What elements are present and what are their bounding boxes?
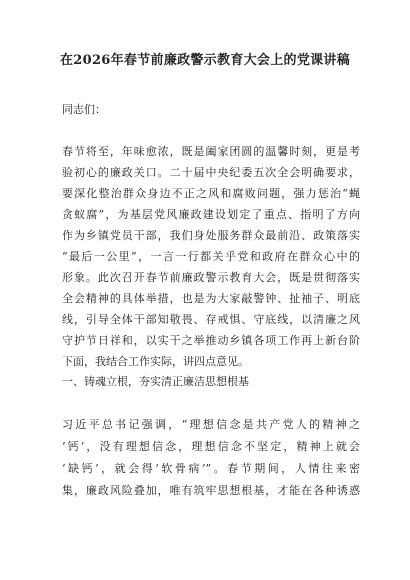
paragraph-line: 验初心的廉政关口。二十届中央纪委五次全会明确要求，	[62, 166, 360, 179]
paragraph-line: 线，引导全体干部知敬畏、存戒惧、守底线，以清廉之风	[62, 313, 360, 326]
paragraph-line: 集，廉政风险叠加，唯有筑牢思想根基，才能在各种诱惑	[62, 484, 360, 497]
paragraph-line: 春节将至，年味愈浓，既是阖家团圆的温馨时刻，更是考	[62, 145, 360, 158]
paragraph-line: 全会精神的具体举措，也是为大家敲警钟、扯袖子、明底	[62, 292, 360, 305]
paragraph-line: ‘缺钙’，就会得‘软骨病’”。春节期间，人情往来密	[62, 462, 360, 475]
paragraph-line: 贪蚁腐”，为基层党风廉政建设划定了重点、指明了方向	[62, 208, 360, 221]
document-title: 在2026年春节前廉政警示教育大会上的党课讲稿	[59, 53, 351, 68]
section-heading: 一、铸魂立根，夯实清正廉洁思想根基	[62, 375, 249, 388]
paragraph-line: 形象。此次召开春节前廉政警示教育大会，既是贯彻落实	[62, 271, 360, 284]
paragraph-line: “最后一公里”，一言一行都关乎党和政府在群众心中的	[62, 250, 360, 263]
paragraph-line: 下面，我结合工作实际，讲四点意见。	[62, 355, 249, 368]
paragraph-line: ‘钙’，没有理想信念，理想信念不坚定，精神上就会	[62, 440, 360, 453]
salutation: 同志们：	[62, 103, 106, 116]
paragraph-line: 守护节日祥和，以实干之举推动乡镇各项工作再上新台阶	[62, 334, 360, 347]
paragraph-line: 作为乡镇党员干部，我们身处服务群众最前沿、政策落实	[62, 229, 360, 242]
paragraph-line: 习近平总书记强调，“理想信念是共产党人的精神之	[62, 418, 360, 431]
paragraph-line: 要深化整治群众身边不正之风和腐败问题，强力惩治“蝇	[62, 187, 360, 200]
